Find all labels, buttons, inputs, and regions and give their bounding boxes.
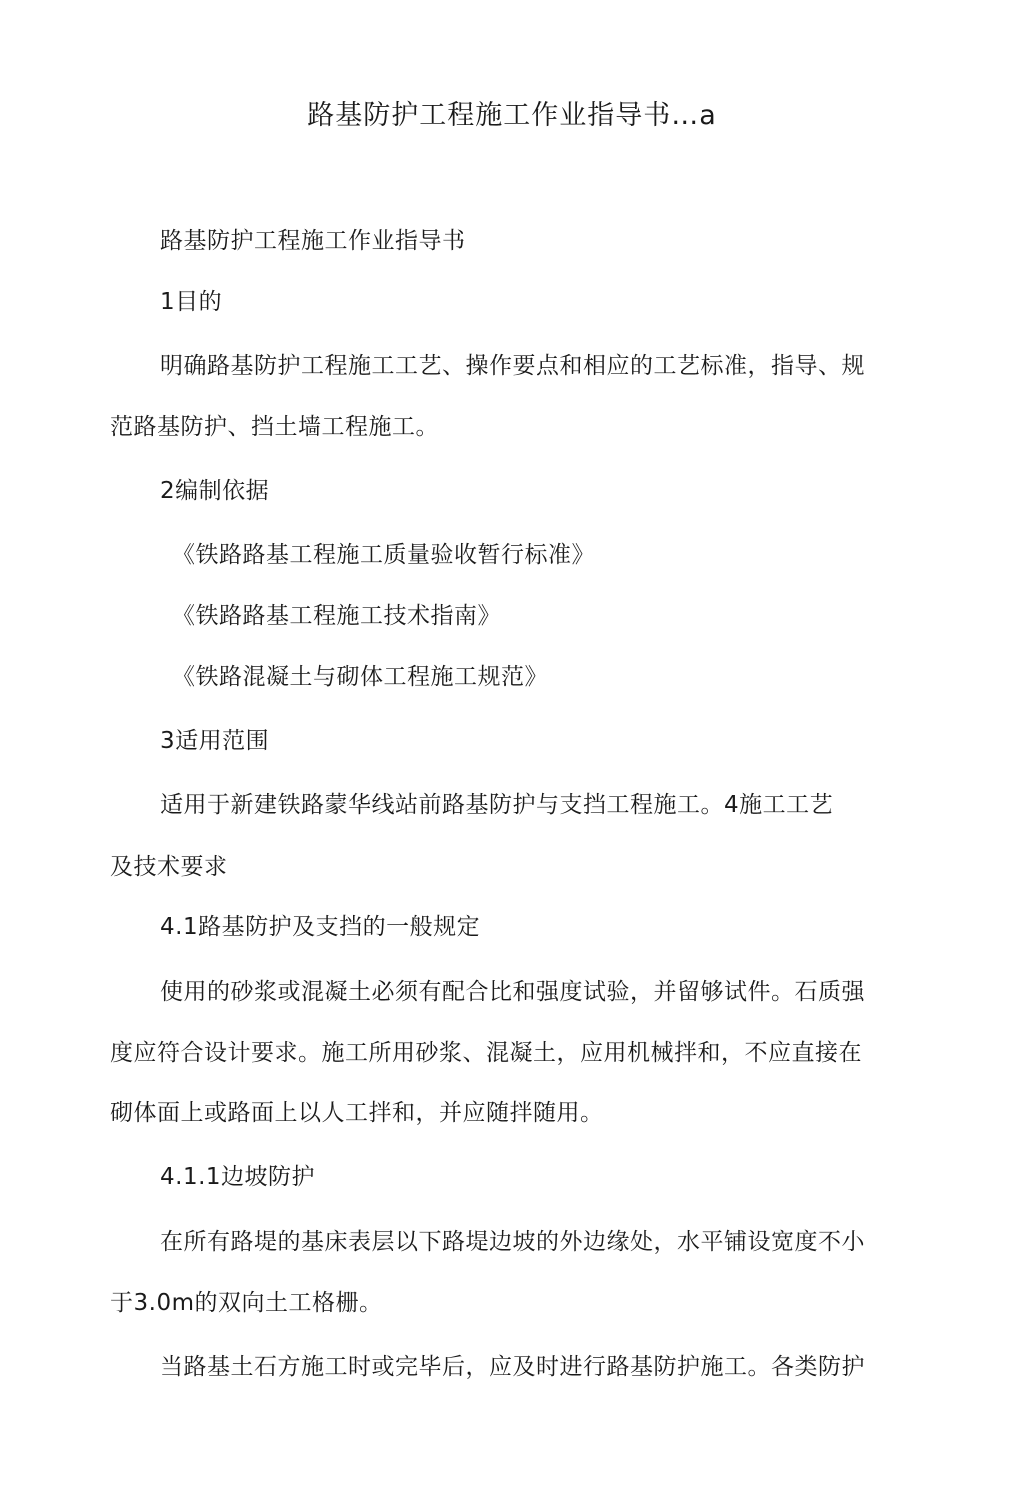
- paragraph-line: 适用于新建铁路蒙华线站前路基防护与支挡工程施工。4施工工艺: [160, 792, 834, 818]
- section-heading-purpose: 1目的: [160, 289, 223, 315]
- paragraph-line: 及技术要求: [110, 854, 228, 880]
- reference-item: 《铁路混凝土与砌体工程施工规范》: [172, 664, 548, 690]
- paragraph-line: 在所有路堤的基床表层以下路堤边坡的外边缘处，水平铺设宽度不小: [160, 1229, 865, 1255]
- paragraph-line: 范路基防护、挡土墙工程施工。: [110, 414, 439, 440]
- paragraph-line: 当路基土石方施工时或完毕后，应及时进行路基防护施工。各类防护: [160, 1354, 865, 1380]
- paragraph-line: 于3.0m的双向土工格栅。: [110, 1290, 383, 1316]
- paragraph-line: 使用的砂浆或混凝土必须有配合比和强度试验，并留够试件。石质强: [160, 979, 865, 1005]
- section-heading-general-rules: 4.1路基防护及支挡的一般规定: [160, 914, 481, 940]
- section-heading-basis: 2编制依据: [160, 478, 270, 504]
- reference-item: 《铁路路基工程施工质量验收暂行标准》: [172, 542, 595, 568]
- document-title: 路基防护工程施工作业指导书…a: [307, 100, 717, 131]
- paragraph-line: 砌体面上或路面上以人工拌和，并应随拌随用。: [110, 1100, 604, 1126]
- section-heading-scope: 3适用范围: [160, 728, 270, 754]
- section-heading-slope-protection: 4.1.1边坡防护: [160, 1164, 316, 1190]
- paragraph-line: 度应符合设计要求。施工所用砂浆、混凝土，应用机械拌和，不应直接在: [110, 1040, 862, 1066]
- reference-item: 《铁路路基工程施工技术指南》: [172, 603, 501, 629]
- paragraph-line: 明确路基防护工程施工工艺、操作要点和相应的工艺标准，指导、规: [160, 353, 865, 379]
- doc-subtitle: 路基防护工程施工作业指导书: [160, 228, 466, 254]
